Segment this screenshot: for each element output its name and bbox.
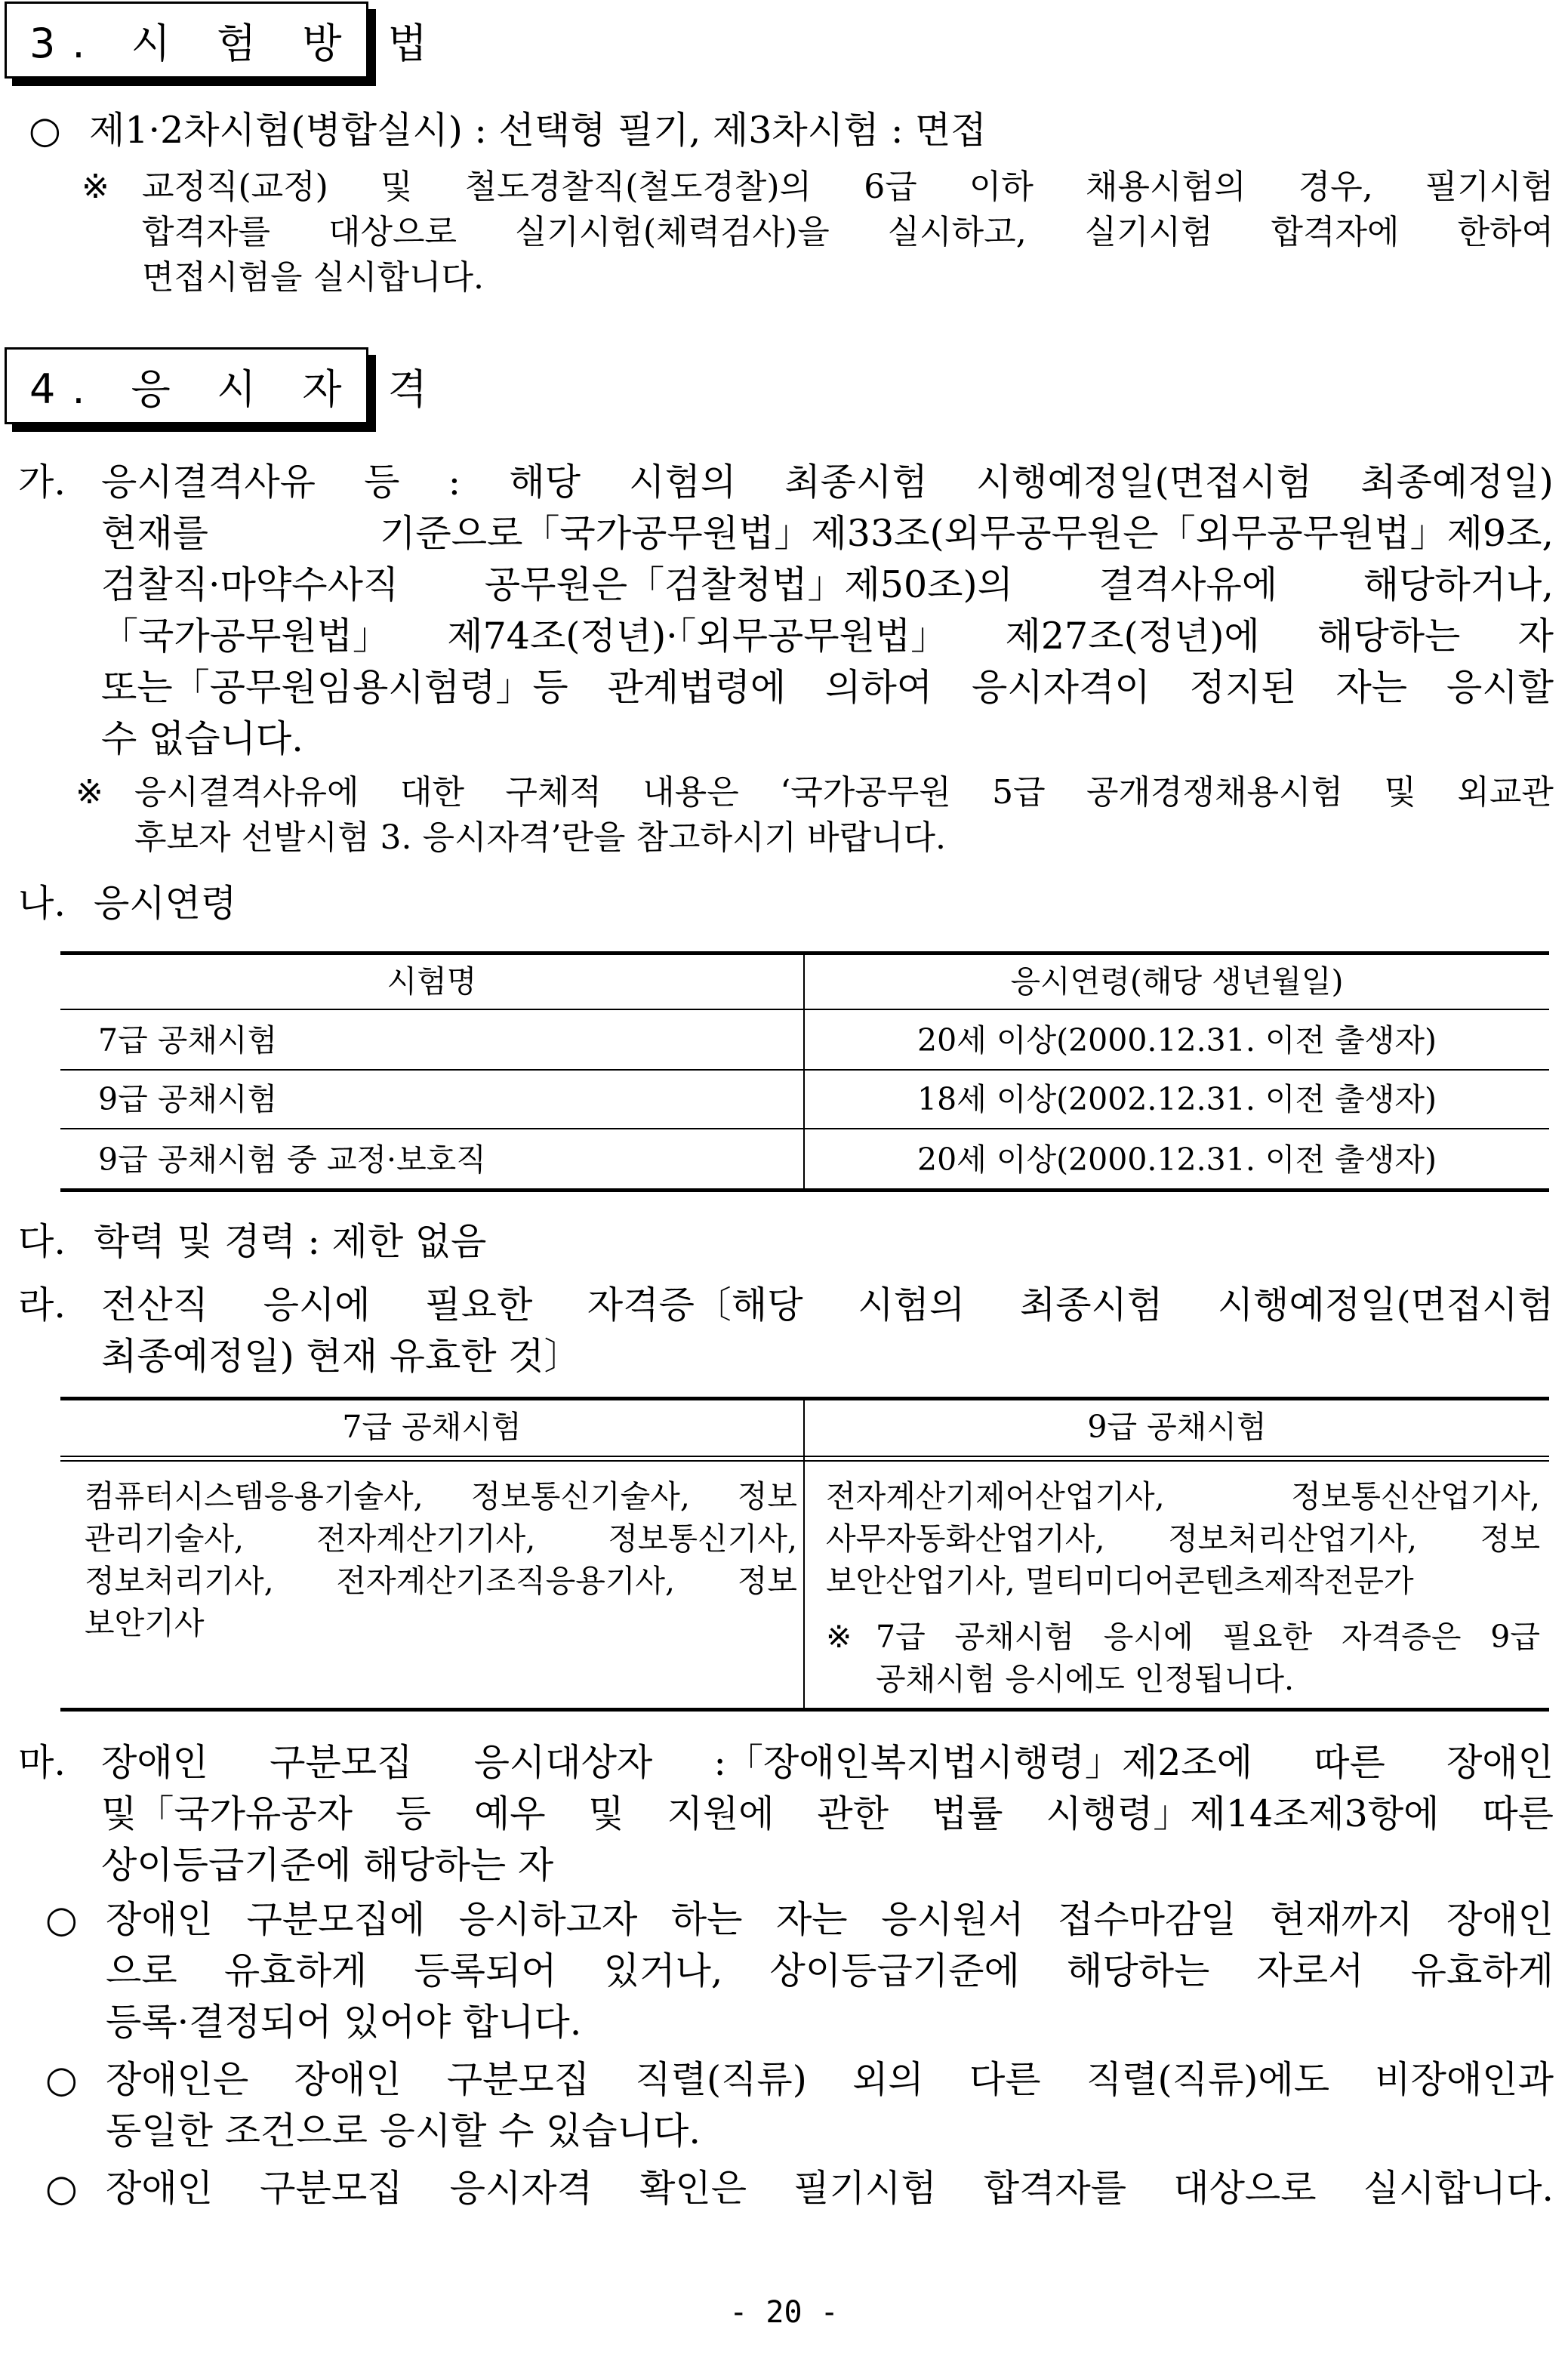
word: 응시자격이	[972, 666, 1151, 709]
word: 응시결격사유	[101, 461, 316, 504]
word: 자는	[1335, 666, 1408, 709]
word: 관리기술사,	[85, 1521, 245, 1557]
ma-line-3: 상이등급기준에 해당하는 자	[101, 1844, 554, 1887]
word: 및	[588, 1792, 624, 1835]
word: 응시대상자	[473, 1741, 653, 1784]
cert-9-line-2	[826, 1517, 1540, 1560]
word: 해당	[509, 461, 581, 504]
word: 실시하고,	[887, 213, 1027, 251]
word: 컴퓨터시스템응용기술사,	[85, 1478, 424, 1514]
word: 해당하는	[1066, 1949, 1210, 1992]
ra-marker: 라.	[18, 1283, 66, 1326]
word: 자는	[775, 1898, 848, 1941]
word: 6급	[864, 168, 917, 206]
word: 사무자동화산업기사,	[826, 1521, 1105, 1557]
word: 등	[364, 461, 400, 504]
word: 관계법령에	[607, 666, 787, 709]
word: 정지된	[1189, 666, 1297, 709]
word: 정보	[737, 1478, 797, 1514]
ma-bullet-3-line-1	[106, 2164, 1554, 2214]
word: 검찰직·마약수사직	[101, 563, 399, 606]
word: 대상으로	[328, 213, 457, 251]
ga-note-symbol: ※	[75, 773, 103, 812]
word: 전산직	[101, 1283, 209, 1326]
ma-bullet-1-line-3: 등록·결정되어 있어야 합니다.	[106, 2001, 582, 2044]
word: 직렬(직류)에도	[1086, 2058, 1330, 2101]
word: 대한	[399, 773, 464, 812]
da-marker: 다.	[18, 1220, 66, 1263]
ma-line-2	[101, 1789, 1554, 1839]
age-table-row-1-age: 20세 이상(2000.12.31. 이전 출생자)	[917, 1022, 1437, 1058]
page-number: - 20 -	[729, 2295, 839, 2330]
word: 필기시험	[1425, 168, 1554, 206]
word: 장애인	[294, 2058, 402, 2101]
word: 대상으로	[1173, 2167, 1317, 2210]
word: 자로서	[1256, 1949, 1364, 1992]
word: 실시합니다.	[1363, 2167, 1554, 2210]
word: 최종예정일)	[1360, 461, 1554, 504]
age-table-row-2-age: 18세 이상(2002.12.31. 이전 출생자)	[917, 1081, 1437, 1117]
word: 및「국가유공자	[101, 1792, 353, 1835]
word: 및	[1384, 773, 1416, 812]
ga-line-1	[101, 458, 1554, 507]
word: 필기시험	[793, 2167, 937, 2210]
word: 해당하는	[1317, 615, 1461, 658]
word: 지원에	[667, 1792, 775, 1835]
word: 따른	[1482, 1792, 1554, 1835]
word: 응시에	[263, 1283, 371, 1326]
word: 구분모집	[260, 2167, 403, 2210]
ga-note-line-1	[134, 770, 1554, 815]
word: 으로	[106, 1949, 177, 1992]
section-3-title: 3. 시 험 방 법	[29, 19, 444, 67]
section-4-heading	[5, 347, 444, 424]
cert-7-line-4: 보안기사	[85, 1605, 205, 1641]
word: 시행예정일(면접시험	[1217, 1283, 1554, 1326]
word: 장애인	[1446, 1898, 1554, 1941]
word: 응시할	[1446, 666, 1554, 709]
word: 합격자를	[983, 2167, 1127, 2210]
word: 정보처리산업기사,	[1168, 1521, 1418, 1557]
word: 유효하게	[223, 1949, 368, 1992]
word: 있거나,	[603, 1949, 723, 1992]
word: 비장애인과	[1375, 2058, 1554, 2101]
word: 구분모집	[446, 2058, 590, 2101]
age-table-header-age: 응시연령(해당 생년월일)	[1010, 963, 1344, 1000]
ma-line-1	[101, 1738, 1554, 1788]
word: 실기시험(체력검사)을	[514, 213, 830, 251]
word: 공채시험	[954, 1619, 1074, 1655]
s3-note-line-3: 면접시험을 실시합니다.	[142, 258, 485, 297]
word: 제74조(정년)·「외무공무원법」	[447, 615, 948, 658]
word: 시행예정일(면접시험	[975, 461, 1312, 504]
word: 접수마감일	[1057, 1898, 1237, 1941]
word: 상이등급기준에	[769, 1949, 1020, 1992]
cert-7-line-1	[85, 1475, 797, 1517]
word: 정보통신산업기사,	[1291, 1478, 1540, 1514]
na-title: 응시연령	[94, 882, 237, 925]
word: 장애인은	[106, 2058, 249, 2101]
word: 현재까지	[1270, 1898, 1413, 1941]
na-marker: 나.	[18, 882, 66, 925]
word: 등록되어	[414, 1949, 557, 1992]
word: 경우,	[1298, 168, 1373, 206]
word: 합격자를	[142, 213, 271, 251]
word: 현재를	[101, 512, 209, 555]
ma-bullet-3-symbol: ○	[45, 2167, 78, 2210]
word: 9급	[1490, 1619, 1540, 1655]
age-table-row-2-exam: 9급 공채시험	[98, 1081, 278, 1117]
word: 직렬(직류)	[635, 2058, 807, 2101]
word: 정보통신기술사,	[470, 1478, 690, 1514]
ma-marker: 마.	[18, 1741, 66, 1784]
word: 제27조(정년)에	[1005, 615, 1260, 658]
word: 응시에	[1103, 1619, 1194, 1655]
ga-line-2	[101, 509, 1554, 559]
s3-bullet-symbol: ○	[29, 109, 61, 152]
ma-bullet-1-symbol: ○	[45, 1898, 78, 1941]
ma-bullet-2-symbol: ○	[45, 2058, 78, 2101]
word: 전자계산기기사,	[316, 1521, 536, 1557]
word: 자격증〔해당	[587, 1283, 803, 1326]
word: 장애인	[1446, 1741, 1554, 1784]
word: 최종시험	[1019, 1283, 1163, 1326]
word: 해당하거나,	[1363, 563, 1554, 606]
word: 구분모집	[270, 1741, 413, 1784]
word: 채용시험의	[1086, 168, 1246, 206]
word: 정보통신기사,	[608, 1521, 797, 1557]
cert-table-header-7: 7급 공채시험	[342, 1409, 522, 1445]
word: :	[448, 461, 461, 504]
word: 이하	[969, 168, 1034, 206]
word: ‘국가공무원	[780, 773, 951, 812]
ma-bullet-1-line-2	[106, 1946, 1554, 1996]
ra-line-1	[101, 1280, 1554, 1330]
word: 「국가공무원법」	[101, 615, 390, 658]
word: 장애인	[101, 1741, 209, 1784]
word: 관한	[817, 1792, 889, 1835]
s3-note-line-1	[142, 165, 1554, 210]
word: 정보처리기사,	[85, 1563, 274, 1599]
ga-line-6: 수 없습니다.	[101, 717, 303, 760]
word: 공개경쟁채용시험	[1086, 773, 1344, 812]
word: 따른	[1314, 1741, 1385, 1784]
ma-bullet-2-line-1	[106, 2055, 1554, 2105]
word: 시험의	[629, 461, 737, 504]
word: 응시자격	[449, 2167, 593, 2210]
age-table-row-3-age: 20세 이상(2000.12.31. 이전 출생자)	[917, 1142, 1437, 1178]
word: 합격자에	[1271, 213, 1400, 251]
word: 철도경찰직(철도경찰)의	[464, 168, 812, 206]
age-table-row-3-exam: 9급 공채시험 중 교정·보호직	[98, 1142, 486, 1178]
cert-table-header-9: 9급 공채시험	[1087, 1409, 1267, 1445]
ga-line-4	[101, 612, 1554, 661]
word: 전자계산기제어산업기사,	[826, 1478, 1165, 1514]
word: 필요한	[425, 1283, 533, 1326]
ga-note-line-2: 후보자 선발시험 3. 응시자격’란을 참고하시기 바랍니다.	[134, 818, 946, 857]
word: 장애인	[106, 1898, 214, 1941]
word: 유효하게	[1410, 1949, 1554, 1992]
word: 교정직(교정)	[142, 168, 328, 206]
word: 외의	[852, 2058, 924, 2101]
s3-note-symbol: ※	[82, 168, 109, 206]
word: 기준으로「국가공무원법」제33조(외무공무원은「외무공무원법」제9조,	[380, 512, 1554, 555]
word: 자	[1517, 615, 1554, 658]
word: 공무원은「검찰청법」제50조)의	[484, 563, 1013, 606]
da-text: 학력 및 경력 : 제한 없음	[94, 1220, 487, 1263]
word: 구분모집에	[246, 1898, 426, 1941]
word: 한하여	[1457, 213, 1554, 251]
section-3-heading	[5, 2, 444, 79]
cert-9-line-1	[826, 1475, 1540, 1517]
ma-bullet-2-line-2: 동일한 조건으로 응시할 수 있습니다.	[106, 2109, 701, 2152]
word: 예우	[473, 1792, 546, 1835]
age-table-row-1-exam: 7급 공채시험	[98, 1022, 278, 1058]
ga-line-5	[101, 663, 1554, 713]
cert-9-note-symbol: ※	[826, 1619, 852, 1655]
s3-note-line-2	[142, 210, 1554, 255]
word: 의하여	[825, 666, 933, 709]
word: 실기시험	[1084, 213, 1213, 251]
word: 및	[380, 168, 413, 206]
cert-9-line-3: 보안산업기사, 멀티미디어콘텐츠제작전문가	[826, 1563, 1414, 1599]
word: 응시결격사유에	[134, 773, 359, 812]
word: 응시하고자	[458, 1898, 638, 1941]
word: 정보	[737, 1563, 797, 1599]
word: 법률	[931, 1792, 1003, 1835]
word: 최종시험	[784, 461, 928, 504]
word: 필요한	[1222, 1619, 1313, 1655]
age-table-header-exam: 시험명	[387, 963, 477, 1000]
cert-7-line-3	[85, 1560, 797, 1602]
word: 시험의	[858, 1283, 966, 1326]
ga-marker: 가.	[18, 461, 66, 504]
s3-line-1: 제1·2차시험(병합실시) : 선택형 필기, 제3차시험 : 면접	[89, 109, 987, 152]
word: 외교관	[1457, 773, 1554, 812]
word: 또는「공무원임용시험령」등	[101, 666, 568, 709]
word: 장애인	[106, 2167, 214, 2210]
ga-line-3	[101, 560, 1554, 610]
word: 전자계산기조직응용기사,	[336, 1563, 676, 1599]
word: 결격사유에	[1098, 563, 1278, 606]
word: 정보	[1480, 1521, 1540, 1557]
word: 내용은	[642, 773, 739, 812]
word: 시행령」제14조제3항에	[1046, 1792, 1440, 1835]
word: 7급	[876, 1619, 926, 1655]
word: 구체적	[505, 773, 602, 812]
word: 다른	[969, 2058, 1041, 2101]
word: 자격증은	[1342, 1619, 1462, 1655]
word: 확인은	[639, 2167, 747, 2210]
word: 등	[395, 1792, 432, 1835]
word: 5급	[992, 773, 1046, 812]
section-4-title: 4. 응 시 자 격	[29, 365, 444, 413]
ma-bullet-1-line-1	[106, 1895, 1554, 1945]
word: 하는	[670, 1898, 743, 1941]
cert-9-note-line-1	[876, 1616, 1540, 1658]
cert-7-line-2	[85, 1517, 797, 1560]
word: :「장애인복지법시행령」제2조에	[713, 1741, 1253, 1784]
cert-9-note-line-2: 공채시험 응시에도 인정됩니다.	[876, 1661, 1294, 1697]
ra-line-2: 최종예정일) 현재 유효한 것〕	[101, 1335, 581, 1378]
word: 응시원서	[881, 1898, 1024, 1941]
